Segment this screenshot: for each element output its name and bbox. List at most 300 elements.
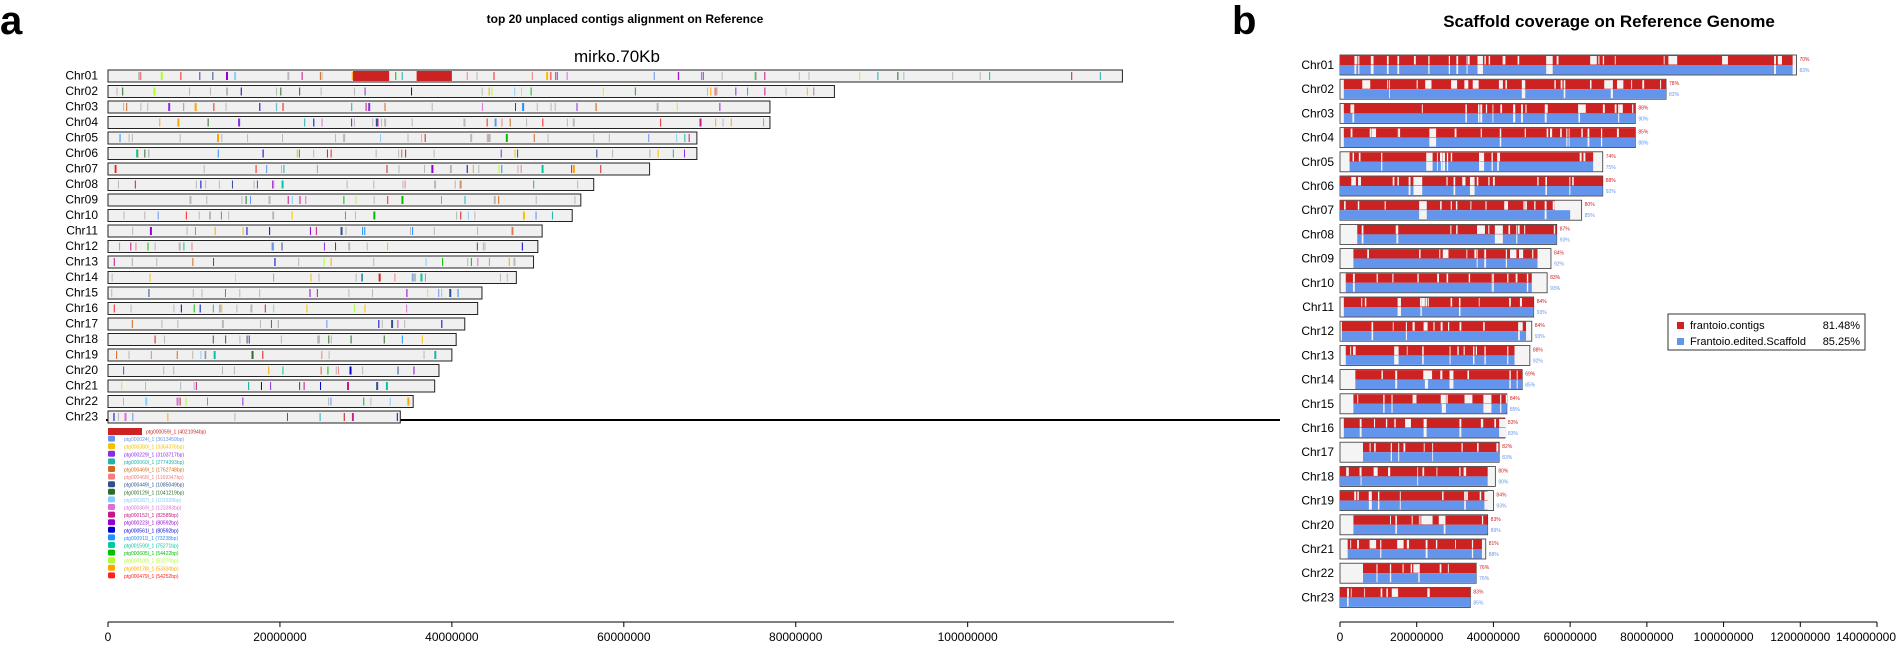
coverage-gap [1353,274,1355,283]
legend-value: 81.48% [1822,320,1860,332]
alignment-tick [288,196,289,204]
alignment-tick [161,72,163,80]
alignment-tick [494,72,495,80]
legend-swatch [108,496,115,502]
coverage-blue [1340,210,1570,220]
coverage-gap [1393,177,1395,186]
alignment-tick [649,150,650,158]
coverage-percent: 88% [1638,105,1649,112]
coverage-gap [1525,129,1526,138]
chromosome-bar [108,163,650,175]
alignment-tick [434,150,435,158]
coverage-gap [1387,56,1389,65]
coverage-gap [1351,588,1352,597]
alignment-tick [317,165,318,173]
coverage-gap [1671,56,1672,65]
coverage-gap [1397,177,1398,186]
coverage-gap [1387,80,1388,89]
alignment-tick [186,398,187,406]
coverage-gap [1353,153,1354,162]
coverage-gap [1470,186,1475,195]
alignment-tick [116,351,117,359]
coverage-gap [1429,129,1436,138]
alignment-tick [130,243,131,251]
alignment-tick [483,243,484,251]
coverage-gap [1450,355,1451,364]
chromosome-label: Chr13 [65,254,98,269]
alignment-tick [432,103,433,111]
chromosome-bar [108,396,413,408]
x-tick-label: 20000000 [1390,630,1444,644]
coverage-gap [1507,355,1508,364]
coverage-gap [1381,153,1382,162]
alignment-tick [410,227,411,235]
alignment-tick [343,134,345,142]
alignment-tick [217,134,219,142]
coverage-gap [1473,80,1479,89]
coverage-gap [1394,419,1395,428]
coverage-gap [1538,259,1539,268]
coverage-gap [1478,225,1485,234]
alignment-tick [731,119,732,127]
alignment-tick [714,88,716,96]
coverage-gap [1588,129,1590,138]
alignment-tick [546,72,548,80]
alignment-tick [208,119,209,127]
x-tick-label: 140000000 [1835,630,1896,644]
alignment-tick [658,150,659,158]
alignment-tick [317,289,318,297]
alignment-tick [183,243,184,251]
coverage-gap [1492,162,1493,171]
coverage-gap [1521,113,1523,122]
coverage-gap [1480,113,1482,122]
alignment-tick [299,88,300,96]
alignment-tick [327,367,328,375]
alignment-tick [412,274,413,282]
alignment-tick [512,227,513,235]
alignment-tick [335,134,336,142]
alignment-tick [177,398,179,406]
alignment-tick [441,196,442,204]
alignment-tick [489,258,490,266]
coverage-gap [1350,540,1351,549]
coverage-gap [1394,355,1398,364]
coverage-gap [1479,162,1484,171]
coverage-gap [1547,129,1549,138]
coverage-percent: 84% [1496,492,1507,499]
coverage-gap [1353,346,1356,355]
panel-a-title: top 20 unplaced contigs alignment on Reference [486,12,764,26]
coverage-gap [1403,564,1404,573]
legend-swatch [108,436,115,442]
coverage-gap [1381,162,1382,171]
coverage-gap [1391,443,1392,452]
coverage-gap [1400,492,1401,501]
alignment-tick [489,88,490,96]
alignment-tick [168,103,170,111]
alignment-tick [677,103,678,111]
legend-label: ptg000178l_1 (53330bp) [124,566,179,573]
coverage-gap [1459,428,1461,437]
alignment-tick [501,165,502,173]
coverage-gap [1505,80,1507,89]
alignment-tick [112,274,113,282]
alignment-tick [764,72,765,80]
legend-swatch [108,466,115,472]
coverage-gap [1516,234,1517,243]
alignment-tick [378,320,379,328]
coverage-percent: 83% [1669,92,1680,99]
alignment-tick [343,413,344,421]
alignment-tick [542,119,543,127]
coverage-percent: 76% [1479,565,1490,572]
coverage-gap [1557,56,1559,65]
coverage-gap [1478,113,1479,122]
alignment-tick [404,320,405,328]
coverage-gap [1381,588,1383,597]
coverage-gap [1488,225,1489,234]
alignment-tick [402,336,403,344]
legend-swatch [108,572,115,578]
coverage-gap [1374,443,1376,452]
coverage-gap [1497,153,1499,162]
coverage-gap [1396,225,1397,234]
alignment-tick [441,289,442,297]
coverage-gap [1426,153,1432,162]
alignment-tick [225,289,226,297]
coverage-gap [1429,138,1436,147]
coverage-gap [1447,274,1449,283]
alignment-tick [239,289,240,297]
coverage-gap [1461,443,1462,452]
alignment-tick [573,119,575,127]
chromosome-label: Chr23 [65,409,98,424]
alignment-tick [1100,72,1101,80]
chromosome-label: Chr06 [1301,179,1334,193]
coverage-gap [1371,129,1376,138]
coverage-gap [1524,225,1525,234]
coverage-gap [1383,404,1384,413]
alignment-tick [387,243,388,251]
coverage-gap [1517,371,1518,380]
coverage-gap [1387,65,1389,74]
alignment-tick [808,72,809,80]
coverage-red [1363,443,1499,453]
panel-b-title: Scaffold coverage on Reference Genome [1443,12,1775,31]
coverage-gap [1583,153,1585,162]
coverage-gap [1385,201,1386,210]
alignment-tick [517,150,518,158]
legend-label: frantoio.contigs [1690,320,1765,332]
alignment-tick [354,119,355,127]
coverage-blue [1346,355,1515,365]
chromosome-label: Chr20 [1301,517,1334,532]
coverage-gap [1439,250,1440,259]
coverage-percent: 83% [1507,431,1518,437]
coverage-gap [1566,129,1567,138]
coverage-gap [1456,56,1458,65]
alignment-tick [221,305,222,313]
alignment-tick [364,227,365,235]
legend-label: Frantoio.edited.Scaffold [1690,336,1806,348]
chromosome-bar [108,70,1122,82]
alignment-tick [455,181,456,189]
alignment-tick [467,165,468,173]
alignment-tick [542,165,544,173]
alignment-tick [603,88,604,96]
coverage-blue [1353,259,1537,269]
coverage-percent: 88% [1638,140,1649,147]
alignment-tick [270,382,271,390]
alignment-tick [703,72,704,80]
coverage-gap [1580,153,1582,162]
alignment-tick [260,320,261,328]
coverage-gap [1466,492,1468,501]
alignment-tick [299,382,300,390]
coverage-percent: 83% [1550,274,1561,281]
coverage-gap [1492,153,1493,162]
coverage-gap [1484,346,1485,355]
alignment-tick [401,150,402,158]
alignment-tick [119,243,120,251]
coverage-gap [1398,443,1399,452]
coverage-gap [1391,404,1392,413]
alignment-tick [364,305,365,313]
alignment-tick [118,413,119,421]
coverage-gap [1454,186,1456,195]
coverage-gap [1611,80,1613,89]
panel-a-subtitle: mirko.70Kb [574,47,660,66]
alignment-tick [600,165,601,173]
coverage-gap [1603,56,1604,65]
alignment-tick [282,367,283,375]
alignment-tick [763,119,764,127]
coverage-gap [1442,404,1446,413]
coverage-gap [1572,177,1574,186]
coverage-gap [1446,395,1447,404]
alignment-tick [434,351,436,359]
coverage-gap [1344,201,1346,210]
coverage-blue [1348,549,1482,559]
chromosome-label: Chr07 [1301,203,1334,218]
alignment-tick [402,72,403,80]
alignment-tick [123,398,124,406]
coverage-gap [1516,225,1517,234]
legend-swatch [108,489,115,495]
alignment-tick [477,243,478,251]
alignment-tick [478,165,479,173]
coverage-percent: 83% [1502,455,1513,462]
alignment-tick [354,88,355,96]
alignment-tick [859,72,860,80]
alignment-tick [385,103,386,111]
alignment-tick [522,243,523,251]
alignment-tick [405,181,406,189]
coverage-blue [1340,597,1470,607]
alignment-tick [531,88,532,96]
alignment-tick [212,72,213,80]
alignment-tick [386,382,388,390]
chromosome-label: Chr16 [65,301,98,315]
alignment-tick [552,212,553,220]
coverage-gap [1477,443,1479,452]
coverage-red [1346,346,1515,356]
alignment-tick [155,336,156,344]
chromosome-bar [108,194,581,206]
alignment-tick [283,165,284,173]
alignment-tick [551,103,552,111]
coverage-gap [1354,56,1356,65]
alignment-tick [205,181,206,189]
coverage-gap [1380,549,1381,558]
coverage-percent: 90% [1498,479,1509,486]
chromosome-label: Chr10 [1301,275,1334,290]
chromosome-label: Chr04 [65,115,98,129]
alignment-tick [298,258,299,266]
alignment-tick [246,227,247,235]
chromosome-bar [108,132,697,144]
alignment-tick [515,103,516,111]
coverage-gap [1406,331,1407,340]
coverage-gap [1664,56,1665,65]
contig-block [417,71,452,81]
alignment-tick [335,243,336,251]
chromosome-label: Chr05 [1301,154,1334,169]
alignment-tick [222,367,223,375]
alignment-tick [700,119,702,127]
coverage-percent: 92% [1605,189,1616,195]
alignment-tick [193,289,194,297]
chromosome-label: Chr11 [1302,300,1334,314]
coverage-gap [1447,153,1448,162]
alignment-tick [180,382,181,390]
coverage-percent: 93% [1536,310,1547,316]
coverage-gap [1455,129,1457,138]
coverage-percent: 92% [1553,261,1564,268]
alignment-tick [574,196,575,204]
coverage-gap [1472,549,1473,558]
alignment-tick [213,305,214,313]
alignment-tick [238,119,240,127]
alignment-tick [412,119,413,127]
alignment-tick [397,320,398,328]
coverage-gap [1469,274,1470,283]
coverage-gap [1554,225,1555,234]
coverage-gap [1478,104,1479,113]
chromosome-bar [108,241,538,253]
coverage-percent: 74% [1605,153,1616,160]
alignment-tick [116,88,117,96]
alignment-tick [200,181,201,189]
alignment-tick [114,258,115,266]
coverage-gap [1437,274,1439,283]
alignment-tick [186,212,187,220]
coverage-gap [1378,501,1379,510]
alignment-tick [372,119,373,127]
coverage-gap [1477,250,1478,259]
coverage-gap [1519,322,1523,331]
chromosome-bar [108,287,482,299]
coverage-gap [1504,56,1506,65]
alignment-tick [723,119,724,127]
coverage-gap [1447,162,1448,171]
coverage-gap [1778,56,1782,65]
coverage-gap [1460,419,1461,428]
alignment-tick [424,165,425,173]
coverage-gap [1546,65,1553,74]
coverage-gap [1479,153,1484,162]
alignment-tick [194,305,195,313]
coverage-gap [1450,371,1454,380]
alignment-tick [330,398,331,406]
coverage-percent: 83% [1490,516,1501,523]
alignment-tick [764,88,765,96]
coverage-gap [1415,177,1423,186]
coverage-red [1340,588,1470,598]
chromosome-bar [108,86,834,98]
legend-label: ptg000060l_1 (2774393bp) [124,459,185,466]
legend-label: ptg000229l_1 (3103717bp) [124,452,185,459]
alignment-tick [246,196,247,204]
coverage-blue [1357,234,1556,244]
alignment-tick [434,227,435,235]
chromosome-label: Chr14 [65,270,98,284]
legend-label: ptg000287l_1 (102928bp) [124,497,182,504]
alignment-tick [199,72,200,80]
panel-a-letter: a [0,0,23,43]
coverage-gap [1495,225,1503,234]
legend-label: ptg000561l_1 (80592bp) [124,528,179,535]
coverage-percent: 83% [1507,420,1518,426]
alignment-tick [384,336,385,344]
alignment-tick [577,181,578,189]
alignment-tick [191,243,192,251]
coverage-percent: 88% [1532,347,1543,354]
alignment-tick [609,134,610,142]
coverage-gap [1426,162,1432,171]
alignment-tick [235,274,236,282]
alignment-tick [139,72,141,80]
coverage-gap [1569,177,1570,186]
alignment-tick [247,134,248,142]
alignment-tick [272,243,274,251]
coverage-gap [1442,395,1446,404]
alignment-tick [467,72,468,80]
coverage-gap [1492,113,1493,122]
legend-swatch [1677,338,1684,345]
coverage-gap [1473,355,1474,364]
alignment-tick [123,212,124,220]
coverage-gap [1455,540,1456,549]
alignment-tick [341,227,343,235]
legend-swatch [108,474,115,480]
coverage-gap [1496,443,1498,452]
alignment-tick [536,196,537,204]
alignment-tick [980,72,981,80]
coverage-gap [1480,104,1482,113]
coverage-gap [1485,201,1486,210]
alignment-tick [125,413,127,421]
coverage-gap [1398,452,1399,461]
coverage-gap [1632,104,1633,113]
coverage-gap [1440,564,1442,573]
coverage-gap [1394,346,1398,355]
alignment-tick [477,72,478,80]
coverage-gap [1601,129,1602,138]
coverage-gap [1389,467,1390,476]
alignment-tick [247,336,248,344]
